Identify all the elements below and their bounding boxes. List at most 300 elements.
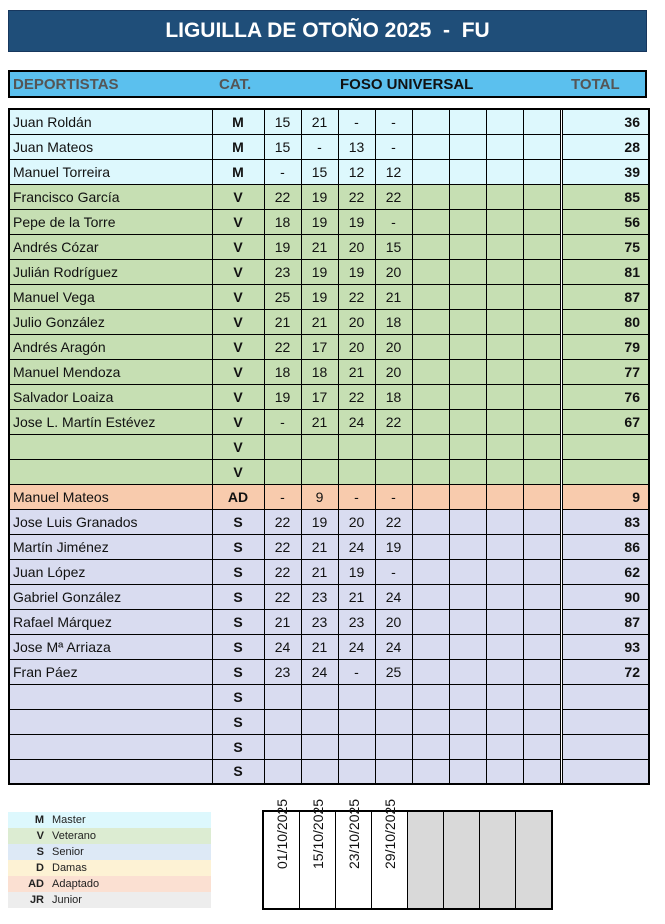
score-cell — [264, 434, 301, 459]
empty-score-cell — [523, 459, 560, 484]
table-row — [9, 684, 649, 709]
date-cell — [372, 798, 408, 909]
empty-score-cell — [486, 284, 523, 309]
score-cell: 19 — [264, 384, 301, 409]
score-cell: 21 — [301, 559, 338, 584]
score-cell: 23 — [338, 609, 375, 634]
table-row — [9, 509, 649, 534]
score-cell: 25 — [375, 659, 412, 684]
empty-score-cell — [449, 259, 486, 284]
legend-code: AD — [28, 878, 44, 890]
athlete-name: Rafael Márquez — [9, 609, 212, 634]
athlete-name: Julio González — [9, 309, 212, 334]
empty-score-cell — [486, 459, 523, 484]
empty-score-cell — [523, 584, 560, 609]
empty-score-cell — [412, 559, 449, 584]
legend-label: Damas — [52, 862, 87, 874]
score-cell: - — [264, 159, 301, 184]
empty-score-cell — [412, 434, 449, 459]
empty-score-cell — [486, 309, 523, 334]
score-cell: 23 — [301, 609, 338, 634]
score-cell — [375, 434, 412, 459]
athlete-name: Francisco García — [9, 184, 212, 209]
empty-score-cell — [486, 359, 523, 384]
athlete-name: Gabriel González — [9, 584, 212, 609]
empty-score-cell — [523, 284, 560, 309]
empty-score-cell — [449, 684, 486, 709]
score-cell: 17 — [301, 334, 338, 359]
empty-score-cell — [523, 334, 560, 359]
score-cell: 15 — [375, 234, 412, 259]
score-cell: 22 — [338, 184, 375, 209]
score-cell: 19 — [301, 509, 338, 534]
empty-score-cell — [449, 509, 486, 534]
empty-score-cell — [412, 634, 449, 659]
score-cell: 9 — [301, 484, 338, 509]
empty-score-cell — [449, 209, 486, 234]
score-cell — [338, 434, 375, 459]
empty-score-cell — [412, 734, 449, 759]
empty-score-cell — [523, 134, 560, 159]
score-cell: 22 — [264, 184, 301, 209]
total-cell: 86 — [562, 534, 649, 559]
total-cell: 39 — [562, 159, 649, 184]
empty-score-cell — [449, 484, 486, 509]
header-modality: FOSO UNIVERSAL — [340, 76, 474, 93]
total-cell: 79 — [562, 334, 649, 359]
table-row — [9, 284, 649, 309]
athlete-name: Fran Páez — [9, 659, 212, 684]
empty-score-cell — [486, 209, 523, 234]
empty-score-cell — [449, 334, 486, 359]
empty-date-cell — [444, 811, 480, 909]
score-cell — [375, 709, 412, 734]
empty-score-cell — [523, 734, 560, 759]
empty-score-cell — [449, 184, 486, 209]
score-cell: - — [301, 134, 338, 159]
score-cell: 21 — [301, 309, 338, 334]
empty-score-cell — [449, 134, 486, 159]
category-cell: S — [212, 759, 264, 784]
empty-score-cell — [449, 109, 486, 134]
score-cell: 18 — [375, 309, 412, 334]
table-row — [9, 384, 649, 409]
results-table — [8, 108, 650, 785]
category-cell: S — [212, 659, 264, 684]
category-cell: V — [212, 234, 264, 259]
score-cell: 23 — [264, 259, 301, 284]
empty-score-cell — [486, 659, 523, 684]
empty-score-cell — [523, 709, 560, 734]
category-cell: V — [212, 334, 264, 359]
empty-score-cell — [449, 709, 486, 734]
score-cell: 21 — [301, 409, 338, 434]
score-cell: 13 — [338, 134, 375, 159]
score-cell: - — [375, 559, 412, 584]
score-cell: 22 — [264, 584, 301, 609]
score-cell: 24 — [338, 534, 375, 559]
score-cell: 21 — [264, 309, 301, 334]
score-cell: 22 — [338, 384, 375, 409]
category-cell: S — [212, 584, 264, 609]
empty-score-cell — [523, 434, 560, 459]
score-cell: 24 — [375, 584, 412, 609]
total-cell: 9 — [562, 484, 649, 509]
score-cell — [301, 759, 338, 784]
header-total: TOTAL — [571, 76, 620, 93]
score-cell: 24 — [338, 634, 375, 659]
empty-score-cell — [412, 209, 449, 234]
total-cell: 76 — [562, 384, 649, 409]
table-row — [9, 459, 649, 484]
category-cell: V — [212, 359, 264, 384]
total-cell: 80 — [562, 309, 649, 334]
empty-score-cell — [412, 584, 449, 609]
total-cell — [562, 434, 649, 459]
total-cell — [562, 709, 649, 734]
category-cell: V — [212, 384, 264, 409]
empty-score-cell — [449, 234, 486, 259]
score-cell: 22 — [264, 334, 301, 359]
table-row — [9, 209, 649, 234]
empty-score-cell — [412, 409, 449, 434]
score-cell — [375, 759, 412, 784]
table-row — [9, 609, 649, 634]
empty-score-cell — [486, 684, 523, 709]
athlete-name: Manuel Torreira — [9, 159, 212, 184]
athlete-name — [9, 759, 212, 784]
empty-score-cell — [523, 409, 560, 434]
empty-score-cell — [449, 559, 486, 584]
athlete-name — [9, 709, 212, 734]
score-cell: 21 — [264, 609, 301, 634]
empty-score-cell — [523, 209, 560, 234]
empty-score-cell — [523, 659, 560, 684]
empty-score-cell — [486, 634, 523, 659]
category-cell: M — [212, 109, 264, 134]
total-cell — [562, 684, 649, 709]
score-cell: 19 — [338, 209, 375, 234]
score-cell — [301, 459, 338, 484]
legend-item — [8, 860, 211, 876]
score-cell: 22 — [264, 534, 301, 559]
score-cell: 24 — [338, 409, 375, 434]
table-row — [9, 409, 649, 434]
empty-score-cell — [412, 759, 449, 784]
empty-score-cell — [449, 584, 486, 609]
athlete-name: Manuel Mateos — [9, 484, 212, 509]
empty-score-cell — [486, 234, 523, 259]
category-cell: M — [212, 134, 264, 159]
score-cell: 20 — [375, 359, 412, 384]
athlete-name — [9, 434, 212, 459]
empty-score-cell — [486, 584, 523, 609]
legend-code: V — [36, 830, 44, 842]
score-cell: 23 — [264, 659, 301, 684]
score-cell — [264, 684, 301, 709]
category-cell: S — [212, 684, 264, 709]
score-cell — [301, 434, 338, 459]
score-cell: - — [338, 484, 375, 509]
legend-code: D — [36, 862, 44, 874]
score-cell — [301, 684, 338, 709]
athlete-name: Salvador Loaiza — [9, 384, 212, 409]
table-row — [9, 734, 649, 759]
empty-score-cell — [449, 384, 486, 409]
empty-date-cell — [516, 811, 553, 909]
category-cell: AD — [212, 484, 264, 509]
score-cell: 22 — [375, 184, 412, 209]
score-cell — [264, 734, 301, 759]
empty-score-cell — [449, 609, 486, 634]
score-cell: 25 — [264, 284, 301, 309]
empty-score-cell — [449, 434, 486, 459]
category-cell: V — [212, 284, 264, 309]
score-cell: 20 — [338, 334, 375, 359]
score-cell: 21 — [338, 584, 375, 609]
athlete-name: Andrés Aragón — [9, 334, 212, 359]
category-cell: S — [212, 709, 264, 734]
score-cell: 15 — [301, 159, 338, 184]
score-cell — [375, 459, 412, 484]
empty-score-cell — [449, 534, 486, 559]
empty-score-cell — [523, 309, 560, 334]
athlete-name — [9, 459, 212, 484]
score-cell: - — [375, 134, 412, 159]
empty-score-cell — [412, 709, 449, 734]
total-cell: 36 — [562, 109, 649, 134]
score-cell: - — [264, 409, 301, 434]
date-cell — [336, 798, 372, 909]
athlete-name: Juan López — [9, 559, 212, 584]
category-cell: V — [212, 184, 264, 209]
empty-score-cell — [486, 509, 523, 534]
total-cell — [562, 759, 649, 784]
total-cell: 87 — [562, 609, 649, 634]
total-cell: 75 — [562, 234, 649, 259]
header-category: CAT. — [219, 76, 252, 93]
athlete-name — [9, 684, 212, 709]
empty-score-cell — [523, 634, 560, 659]
table-row — [9, 434, 649, 459]
score-cell: 17 — [301, 384, 338, 409]
empty-score-cell — [523, 159, 560, 184]
score-cell — [338, 759, 375, 784]
empty-score-cell — [412, 384, 449, 409]
table-row — [9, 234, 649, 259]
empty-score-cell — [486, 134, 523, 159]
score-cell: 18 — [264, 359, 301, 384]
score-cell: - — [375, 109, 412, 134]
score-cell: 15 — [264, 109, 301, 134]
score-cell: 21 — [301, 234, 338, 259]
category-cell: V — [212, 259, 264, 284]
empty-score-cell — [523, 234, 560, 259]
score-cell — [338, 734, 375, 759]
empty-score-cell — [523, 559, 560, 584]
score-cell: 12 — [338, 159, 375, 184]
score-cell: - — [338, 109, 375, 134]
category-cell: S — [212, 609, 264, 634]
legend-label: Veterano — [52, 830, 97, 842]
total-cell: 83 — [562, 509, 649, 534]
empty-score-cell — [523, 534, 560, 559]
category-cell: S — [212, 534, 264, 559]
empty-score-cell — [486, 434, 523, 459]
header-athletes: DEPORTISTAS — [13, 76, 119, 93]
table-row — [9, 134, 649, 159]
table-row — [9, 709, 649, 734]
date-label: 01/10/2025 — [273, 798, 290, 869]
empty-score-cell — [412, 459, 449, 484]
category-cell: S — [212, 634, 264, 659]
table-row — [9, 109, 649, 134]
empty-score-cell — [486, 559, 523, 584]
legend-item — [8, 892, 211, 908]
score-cell: 18 — [264, 209, 301, 234]
score-cell: 19 — [338, 259, 375, 284]
date-label: 23/10/2025 — [345, 798, 362, 869]
legend-item — [8, 828, 211, 844]
total-cell — [562, 734, 649, 759]
empty-score-cell — [412, 184, 449, 209]
score-cell — [338, 684, 375, 709]
table-header — [8, 70, 647, 98]
empty-score-cell — [412, 609, 449, 634]
empty-score-cell — [412, 309, 449, 334]
category-cell: V — [212, 409, 264, 434]
athlete-name: Manuel Vega — [9, 284, 212, 309]
score-cell: 20 — [375, 334, 412, 359]
table-row — [9, 759, 649, 784]
legend-item — [8, 812, 211, 828]
total-cell: 72 — [562, 659, 649, 684]
empty-score-cell — [412, 109, 449, 134]
empty-score-cell — [449, 284, 486, 309]
score-cell: - — [264, 484, 301, 509]
empty-score-cell — [412, 684, 449, 709]
empty-score-cell — [486, 734, 523, 759]
athlete-name: Martín Jiménez — [9, 534, 212, 559]
score-cell: 20 — [375, 259, 412, 284]
empty-score-cell — [486, 484, 523, 509]
score-cell: 19 — [301, 209, 338, 234]
empty-score-cell — [486, 759, 523, 784]
score-cell: - — [338, 659, 375, 684]
empty-score-cell — [523, 759, 560, 784]
score-cell: 19 — [338, 559, 375, 584]
table-row — [9, 484, 649, 509]
dates-table — [262, 798, 553, 910]
total-cell — [562, 459, 649, 484]
empty-score-cell — [449, 159, 486, 184]
score-cell — [375, 734, 412, 759]
score-cell — [338, 709, 375, 734]
table-row — [9, 309, 649, 334]
score-cell: - — [375, 209, 412, 234]
score-cell — [264, 459, 301, 484]
category-cell: S — [212, 734, 264, 759]
score-cell: 22 — [338, 284, 375, 309]
score-cell: 24 — [264, 634, 301, 659]
total-cell: 87 — [562, 284, 649, 309]
empty-score-cell — [449, 759, 486, 784]
score-cell — [338, 459, 375, 484]
total-cell: 67 — [562, 409, 649, 434]
empty-score-cell — [412, 234, 449, 259]
empty-score-cell — [486, 334, 523, 359]
score-cell: 21 — [375, 284, 412, 309]
score-cell: 20 — [338, 234, 375, 259]
legend-code: JR — [29, 894, 44, 906]
table-row — [9, 259, 649, 284]
empty-score-cell — [412, 534, 449, 559]
table-row — [9, 359, 649, 384]
score-cell: 20 — [375, 609, 412, 634]
score-cell: 21 — [301, 534, 338, 559]
score-cell: 21 — [301, 109, 338, 134]
score-cell: 22 — [375, 409, 412, 434]
empty-score-cell — [412, 159, 449, 184]
table-row — [9, 334, 649, 359]
empty-score-cell — [486, 159, 523, 184]
empty-score-cell — [523, 509, 560, 534]
score-cell — [301, 734, 338, 759]
empty-score-cell — [486, 184, 523, 209]
empty-score-cell — [412, 509, 449, 534]
empty-score-cell — [523, 609, 560, 634]
score-cell: 21 — [338, 359, 375, 384]
empty-score-cell — [523, 359, 560, 384]
athlete-name: Juan Mateos — [9, 134, 212, 159]
score-cell: - — [375, 484, 412, 509]
category-cell: S — [212, 559, 264, 584]
score-cell: 24 — [375, 634, 412, 659]
table-row — [9, 584, 649, 609]
athlete-name: Jose Luis Granados — [9, 509, 212, 534]
score-cell: 20 — [338, 509, 375, 534]
legend-code: S — [36, 846, 44, 858]
table-row — [9, 559, 649, 584]
table-row — [9, 159, 649, 184]
score-cell: 22 — [264, 559, 301, 584]
empty-score-cell — [412, 284, 449, 309]
empty-score-cell — [412, 259, 449, 284]
date-cell — [263, 798, 300, 909]
empty-score-cell — [486, 109, 523, 134]
legend-item — [8, 844, 211, 860]
table-row — [9, 184, 649, 209]
total-cell: 90 — [562, 584, 649, 609]
category-cell: V — [212, 434, 264, 459]
legend-label: Adaptado — [52, 878, 100, 890]
total-cell: 77 — [562, 359, 649, 384]
legend-label: Master — [52, 814, 86, 826]
table-row — [9, 534, 649, 559]
athlete-name: Jose Mª Arriaza — [9, 634, 212, 659]
empty-date-cell — [408, 811, 444, 909]
empty-score-cell — [523, 259, 560, 284]
empty-date-cell — [480, 811, 516, 909]
score-cell: 24 — [301, 659, 338, 684]
empty-score-cell — [412, 484, 449, 509]
empty-score-cell — [412, 334, 449, 359]
empty-score-cell — [523, 684, 560, 709]
score-cell: 19 — [301, 184, 338, 209]
athlete-name: Pepe de la Torre — [9, 209, 212, 234]
score-cell — [301, 709, 338, 734]
empty-score-cell — [486, 259, 523, 284]
